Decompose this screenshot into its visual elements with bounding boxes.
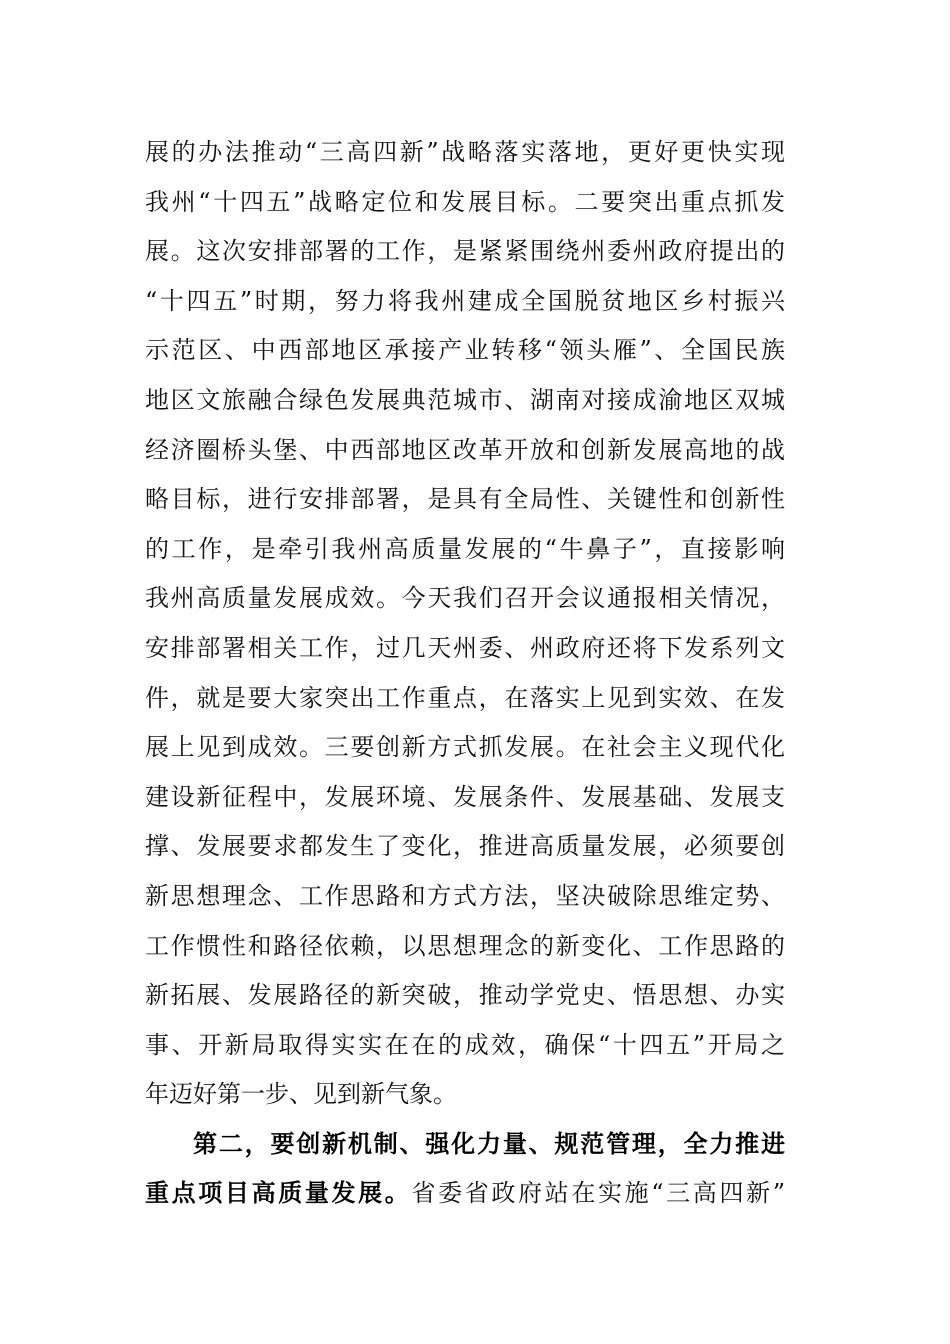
text-line-9: 的工作，是牵引我州高质量发展的“牛鼻子”，直接影响 [145, 534, 785, 563]
text-line-20: 年迈好第一步、见到新气象。 [145, 1080, 457, 1109]
text-line-15: 撑、发展要求都发生了变化，推进高质量发展，必须要创 [145, 832, 785, 861]
text-line-2: 我州“十四五”战略定位和发展目标。二要突出重点抓发 [145, 187, 785, 216]
text-line-7: 经济圈桥头堡、中西部地区改革开放和创新发展高地的战 [145, 435, 785, 464]
text-line-11: 安排部署相关工作，过几天州委、州政府还将下发系列文 [145, 633, 785, 662]
text-line-12: 件，就是要大家突出工作重点，在落实上见到实效、在发 [145, 683, 785, 712]
text-line-17: 工作惯性和路径依赖，以思想理念的新变化、工作思路的 [145, 931, 785, 960]
text-line-13: 展上见到成效。三要创新方式抓发展。在社会主义现代化 [145, 733, 785, 762]
text-line-5: 示范区、中西部地区承接产业转移“领头雁”、全国民族 [145, 336, 785, 365]
text-line-3: 展。这次安排部署的工作，是紧紧围绕州委州政府提出的 [145, 237, 785, 266]
bold-heading-part-1: 第二，要创新机制、强化力量、规范管理，全力推进 [193, 1129, 785, 1158]
paragraph-2-line-2 [145, 1169, 785, 1219]
paragraph-2-line-1 [145, 1120, 785, 1170]
text-line-18: 新拓展、发展路径的新突破，推动学党史、悟思想、办实 [145, 981, 785, 1010]
bold-heading-part-2: 重点项目高质量发展。 [145, 1179, 412, 1208]
text-line-14: 建设新征程中，发展环境、发展条件、发展基础、发展支 [145, 782, 785, 811]
text-line-19: 事、开新局取得实实在在的成效，确保“十四五”开局之 [145, 1030, 785, 1059]
text-line-4: “十四五”时期，努力将我州建成全国脱贫地区乡村振兴 [145, 286, 785, 315]
text-line-8: 略目标，进行安排部署，是具有全局性、关键性和创新性 [145, 485, 785, 514]
text-line-1: 展的办法推动“三高四新”战略落实落地，更好更快实现 [145, 138, 785, 166]
body-text [145, 128, 785, 1219]
text-line-16: 新思想理念、工作思路和方式方法，坚决破除思维定势、 [145, 881, 785, 910]
text-line-6: 地区文旅融合绿色发展典范城市、湖南对接成渝地区双城 [145, 385, 785, 414]
paragraph-2-text: 省委省政府站在实施“三高四新” [411, 1179, 786, 1208]
text-line-10: 我州高质量发展成效。今天我们召开会议通报相关情况， [145, 584, 785, 613]
